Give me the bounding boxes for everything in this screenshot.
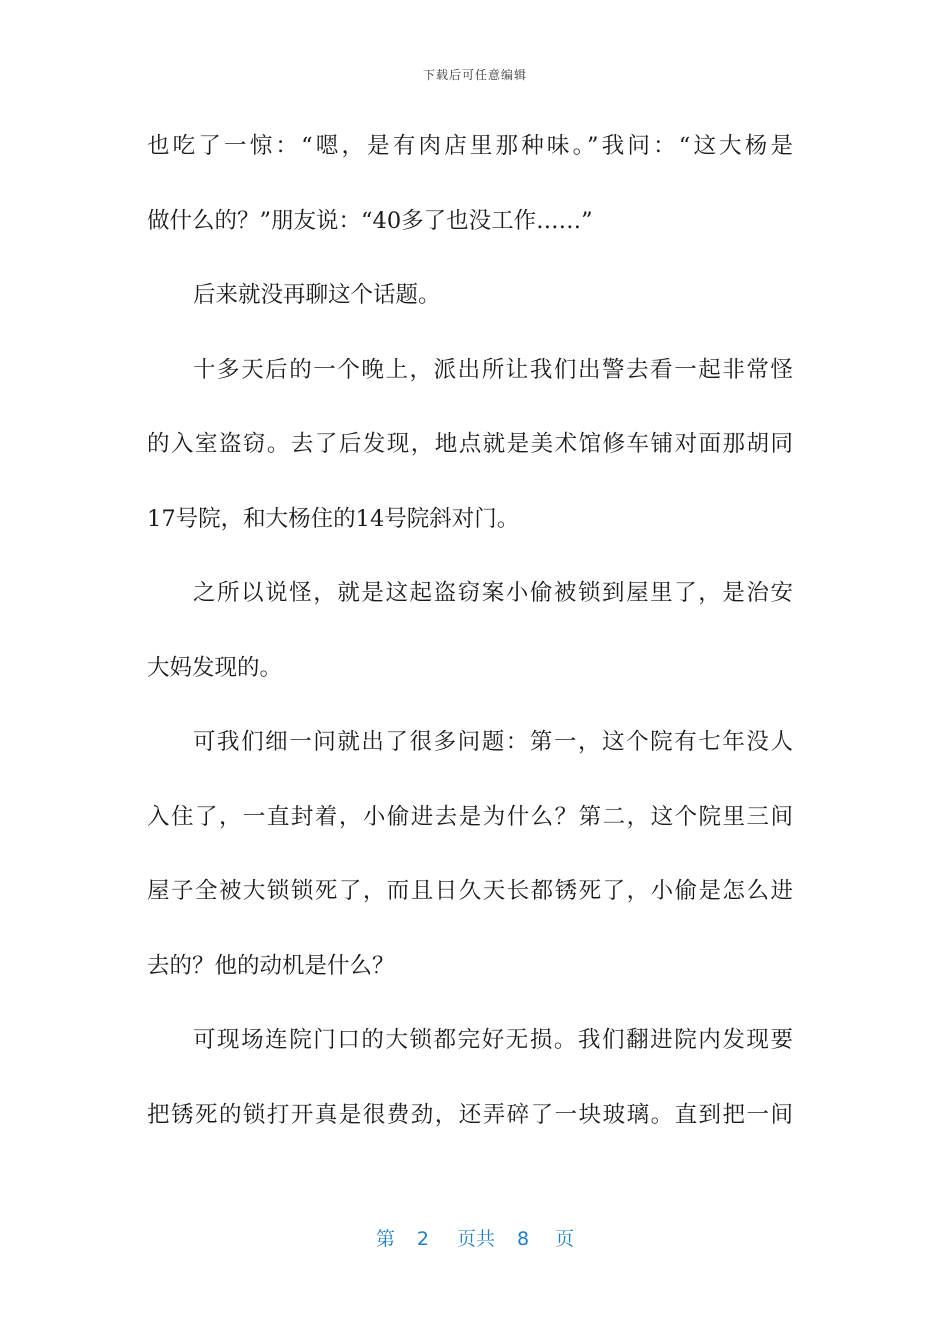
paragraph-start-line: 可我们细一问就出了很多问题：第一，这个院有七年没人: [193, 729, 793, 755]
paragraph-start-line: 之所以说怪，就是这起盗窃案小偷被锁到屋里了，是治安: [193, 580, 793, 606]
page-footer: [0, 1224, 950, 1251]
text-line: 的入室盗窃。去了后发现，地点就是美术馆修车铺对面那胡同: [147, 431, 793, 457]
paragraph-start-line: 可现场连院门口的大锁都完好无损。我们翻进院内发现要: [193, 1027, 793, 1053]
text-line: 入住了，一直封着，小偷进去是为什么？第二，这个院里三间: [147, 803, 793, 830]
text-line: 把锈死的锁打开真是很费劲，还弄碎了一块玻璃。直到把一间: [147, 1101, 793, 1128]
footer-middle: 页共: [456, 1228, 495, 1250]
footer-page-number: 2: [416, 1228, 429, 1250]
text-line: 去的？他的动机是什么？: [147, 952, 395, 979]
text-line: 17号院，和大杨住的14号院斜对门。: [147, 505, 520, 532]
header-note: 下载后可任意编辑: [422, 68, 527, 82]
paragraph-start-line: 十多天后的一个晚上，派出所让我们出警去看一起非常怪: [193, 356, 793, 383]
document-body: [147, 126, 793, 1169]
text-line: 屋子全被大锁锁死了，而且日久天长都锈死了，小偷是怎么进: [147, 878, 793, 904]
paragraph-start-line: 后来就没再聊这个话题。: [193, 282, 441, 308]
footer-total-pages: 8: [517, 1228, 530, 1250]
footer-suffix: 页: [555, 1228, 575, 1250]
text-line: 做什么的？”朋友说：“40多了也没工作……”: [147, 207, 593, 234]
text-line: 大妈发现的。: [147, 654, 283, 681]
footer-prefix: 第: [375, 1228, 395, 1250]
text-line: 也吃了一惊：“嗯，是有肉店里那种味。”我问：“这大杨是: [147, 133, 793, 159]
